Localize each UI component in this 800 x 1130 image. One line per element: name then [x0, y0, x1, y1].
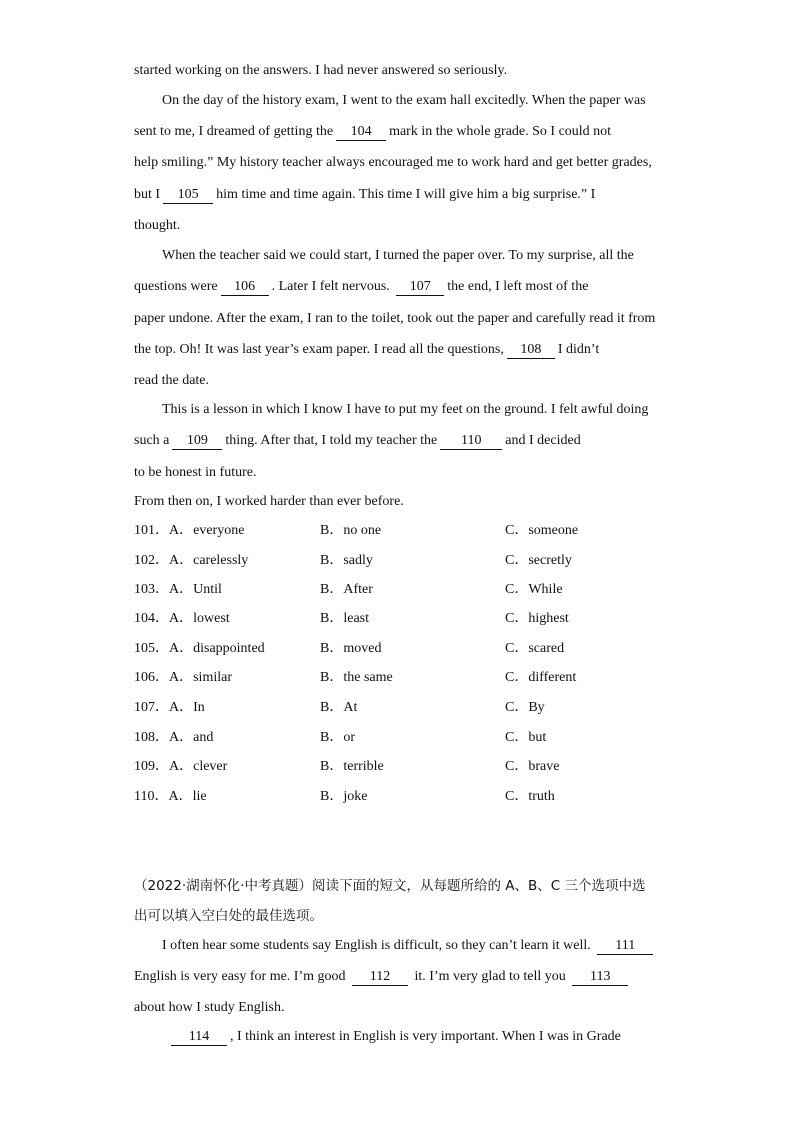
option-c: C．secretly: [505, 553, 572, 568]
option-row: 101．A．everyone: [134, 523, 245, 538]
option-b: B．no one: [320, 523, 382, 538]
paragraph-line: When the teacher said we could start, I turned the paper over. To my surprise, all the: [162, 248, 634, 263]
option-c: C．but: [505, 730, 547, 745]
option-b: B．joke: [320, 789, 368, 804]
option-c: C．highest: [505, 611, 569, 626]
option-row: 107．A．In: [134, 700, 205, 715]
paragraph-line: the top. Oh! It was last year’s exam paper. I read all the questions, 108 I didn’t: [134, 342, 600, 357]
option-b: B．least: [320, 611, 369, 626]
paragraph-line: On the day of the history exam, I went to the exam hall excitedly. When the paper was: [162, 93, 646, 108]
blank-105: 105: [163, 187, 213, 204]
option-b: B．or: [320, 730, 355, 745]
option-b: B．At: [320, 700, 358, 715]
option-row: 109．A．clever: [134, 759, 228, 774]
blank-114: 114: [171, 1029, 227, 1046]
option-b: B．terrible: [320, 759, 384, 774]
paragraph-line: to be honest in future.: [134, 465, 257, 480]
blank-112: 112: [352, 969, 408, 986]
paragraph-line: English is very easy for me. I’m good 112 it. I’m very glad to tell you 113: [134, 967, 631, 987]
option-row: 110．A．lie: [134, 789, 207, 804]
paragraph-line: I often hear some students say English is difficult, so they can’t learn it well. 111: [162, 936, 656, 956]
option-c: C．different: [505, 670, 577, 685]
option-c: C．someone: [505, 523, 579, 538]
option-row: 103．A．Until: [134, 582, 222, 597]
option-c: C．truth: [505, 789, 555, 804]
paragraph-line: From then on, I worked harder than ever before.: [134, 494, 404, 509]
blank-111: 111: [597, 938, 653, 955]
option-b: B．After: [320, 582, 373, 597]
option-c: C．While: [505, 582, 563, 597]
paragraph-line: sent to me, I dreamed of getting the 104 mark in the whole grade. So I could not: [134, 124, 612, 139]
option-b: B．the same: [320, 670, 393, 685]
option-c: C．scared: [505, 641, 565, 656]
section-intro: （2022·湖南怀化·中考真题）阅读下面的短文，从每题所给的 A、B、C 三个选项中选: [134, 878, 646, 894]
paragraph-line: such a 109 thing. After that, I told my teacher the 110 and I decided: [134, 433, 581, 448]
option-b: B．sadly: [320, 553, 373, 568]
paragraph-line: 114 , I think an interest in English is very important. When I was in Grade: [168, 1027, 621, 1047]
blank-104: 104: [336, 124, 386, 141]
paragraph-line: This is a lesson in which I know I have to put my feet on the ground. I felt awful doing: [162, 402, 649, 417]
blank-110: 110: [440, 433, 502, 450]
blank-109: 109: [172, 433, 222, 450]
option-row: 106．A．similar: [134, 670, 232, 685]
option-b: B．moved: [320, 641, 382, 656]
option-row: 108．A．and: [134, 730, 214, 745]
section-intro: 出可以填入空白处的最佳选项。: [134, 908, 323, 924]
option-row: 102．A．carelessly: [134, 553, 249, 568]
paragraph-line: but I 105 him time and time again. This time I will give him a big surprise.” I: [134, 187, 596, 202]
paragraph-line: about how I study English.: [134, 1000, 285, 1015]
paragraph-line: read the date.: [134, 373, 210, 388]
option-row: 104．A．lowest: [134, 611, 230, 626]
blank-107: 107: [396, 279, 444, 296]
blank-106: 106: [221, 279, 269, 296]
option-row: 105．A．disappointed: [134, 641, 265, 656]
paragraph-line: thought.: [134, 218, 181, 233]
paragraph-line: help smiling.” My history teacher always encouraged me to work hard and get better grades,: [134, 155, 652, 170]
paragraph-line: paper undone. After the exam, I ran to the toilet, took out the paper and carefully read it from: [134, 311, 656, 326]
option-c: C．By: [505, 700, 545, 715]
paragraph-line: questions were 106 . Later I felt nervous. 107 the end, I left most of the: [134, 279, 589, 294]
blank-113: 113: [572, 969, 628, 986]
paragraph-line: started working on the answers. I had never answered so seriously.: [134, 63, 508, 78]
blank-108: 108: [507, 342, 555, 359]
option-c: C．brave: [505, 759, 560, 774]
